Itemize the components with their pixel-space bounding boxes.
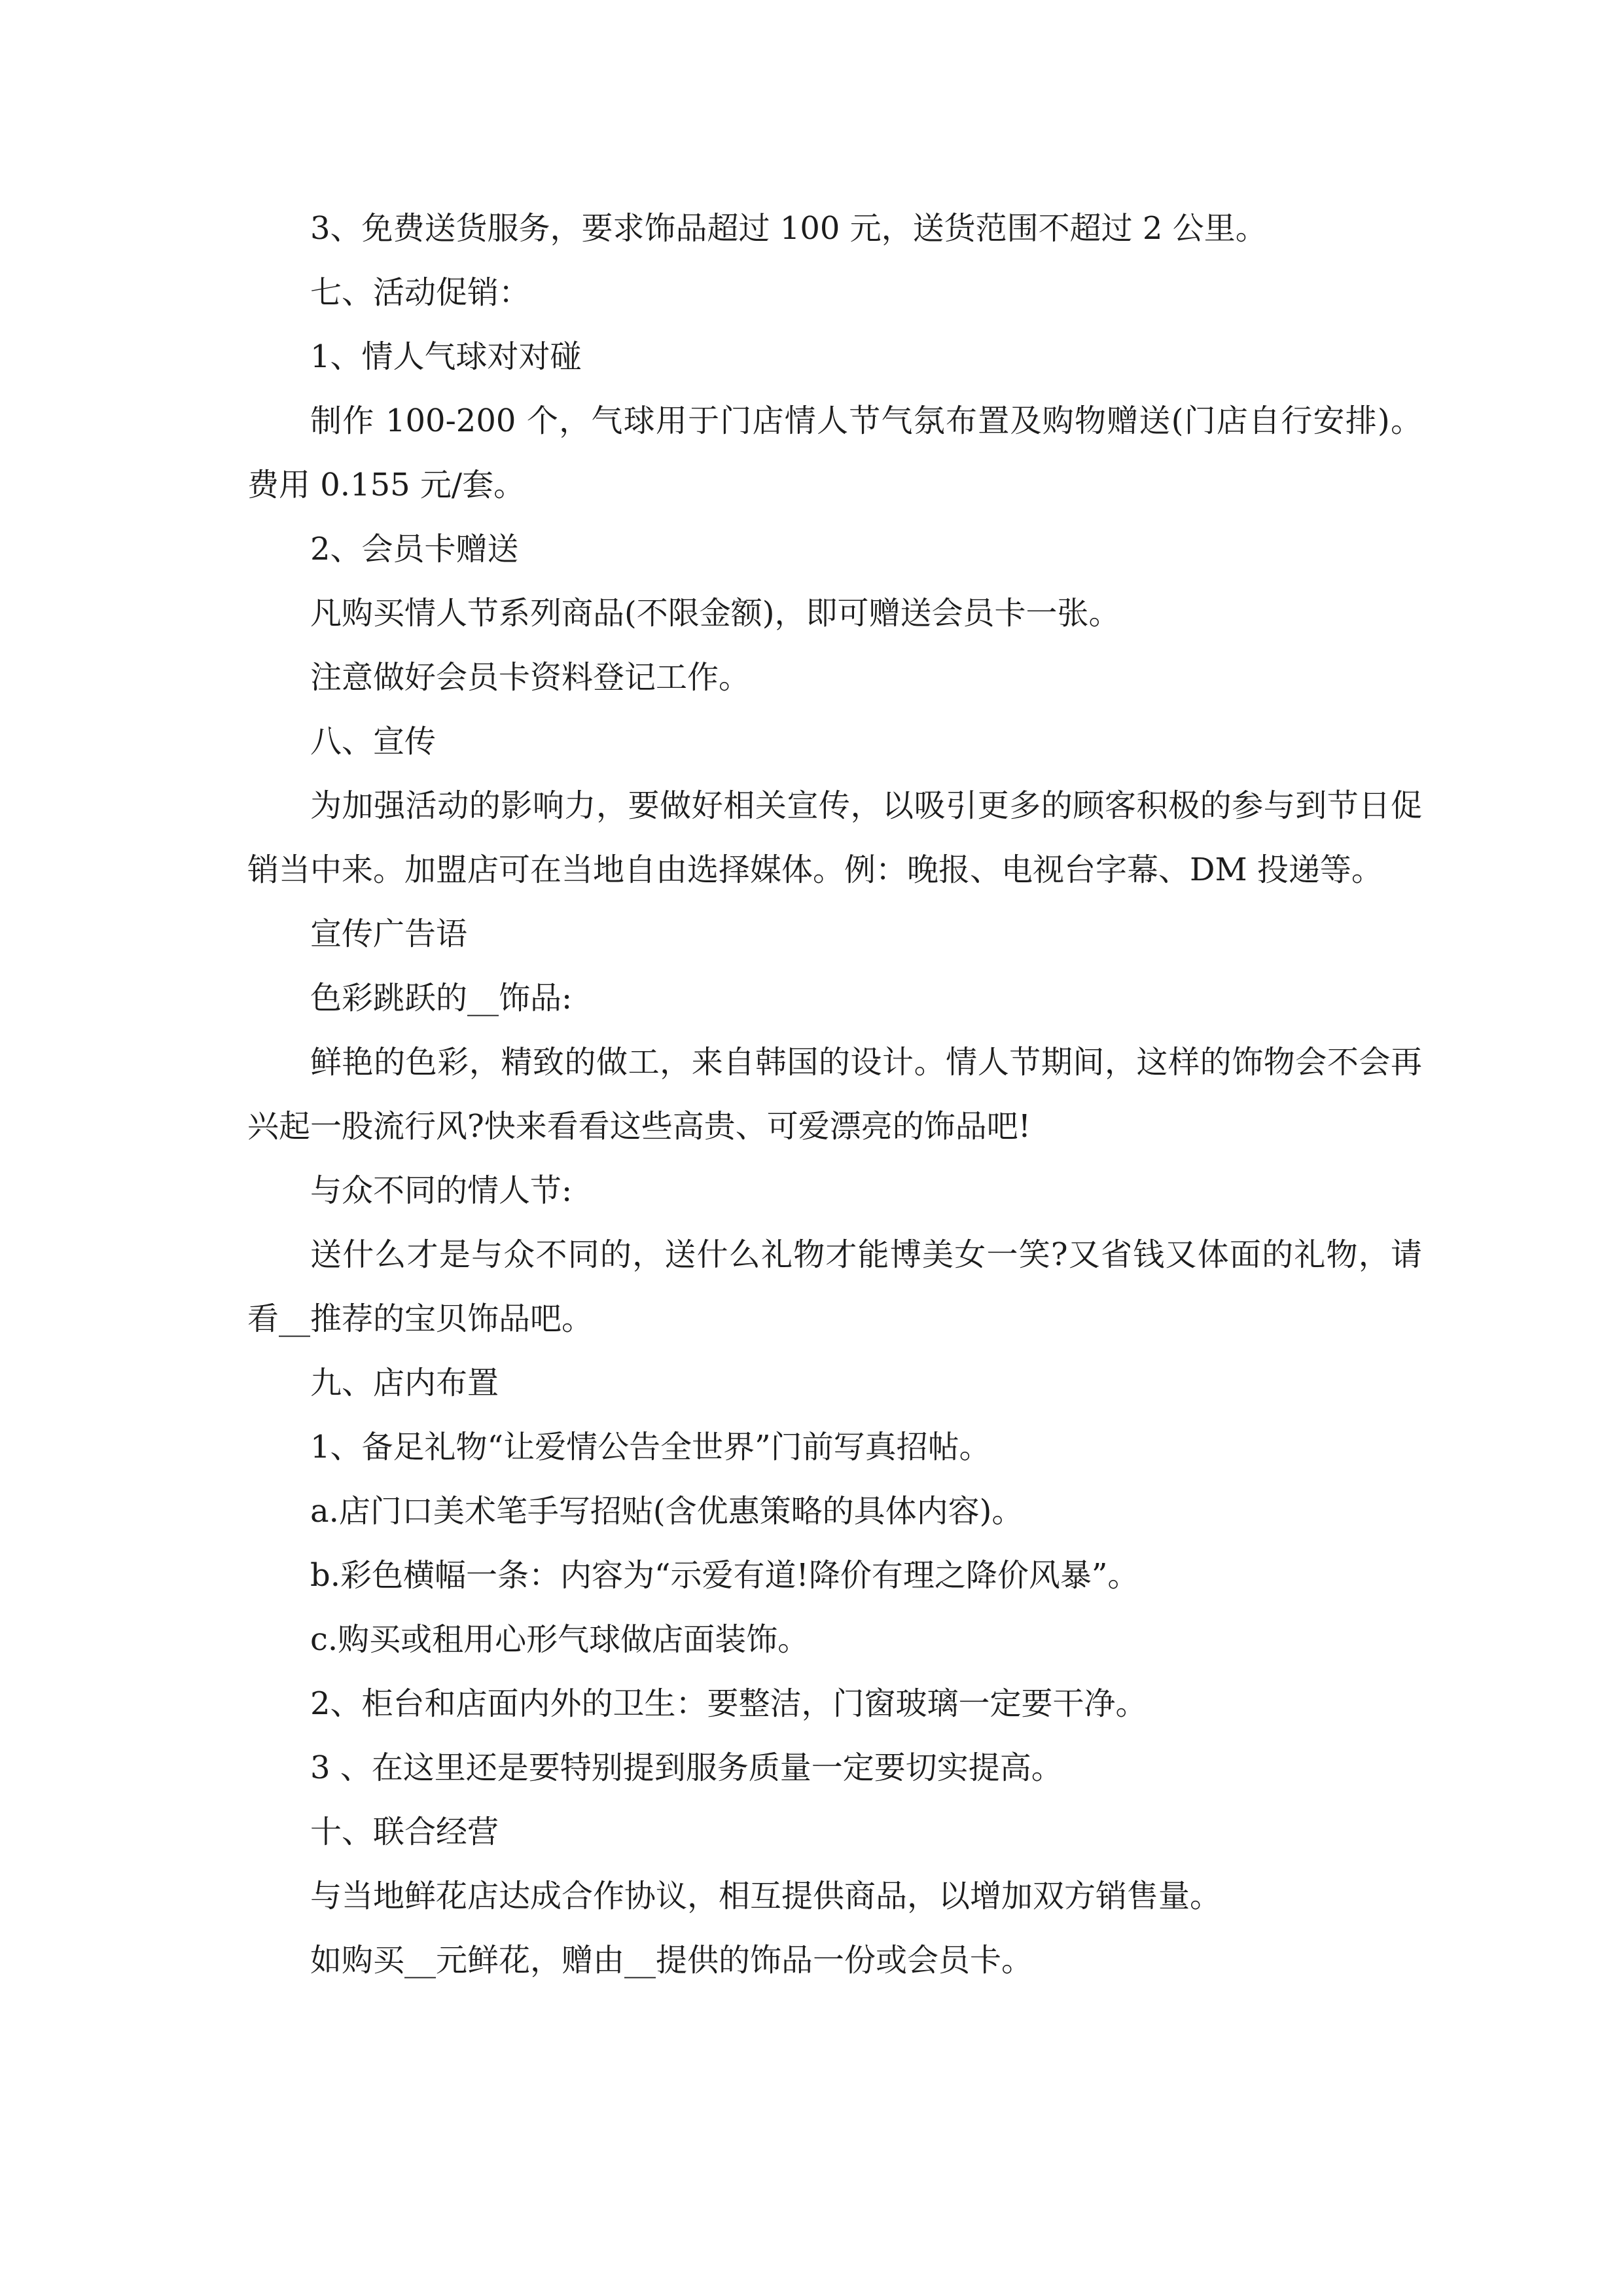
slogan-body-colorful: 鲜艳的色彩，精致的做工，来自韩国的设计。情人节期间，这样的饰物会不会再兴起一股流行风?快来看看这些高贵、可爱漂亮的饰品吧! <box>247 1044 1422 1145</box>
heading-promotion: 七、活动促销： <box>310 274 531 311</box>
layout-item-hygiene: 2、柜台和店面内外的卫生：要整洁，门窗玻璃一定要干净。 <box>310 1685 1147 1722</box>
slogan-title-unique: 与众不同的情人节: <box>310 1172 573 1209</box>
slogan-title-colorful: 色彩跳跃的__饰品: <box>310 980 573 1016</box>
layout-item-service: 3 、在这里还是要特别提到服务质量一定要切实提高。 <box>310 1749 1063 1786</box>
paragraph-balloon: 制作 100-200 个，气球用于门店情人节气氛布置及购物赠送(门店自行安排)。费用 0.155 元/套。 <box>247 403 1422 503</box>
paragraph-member-card: 凡购买情人节系列商品(不限金额)，即可赠送会员卡一张。 <box>310 595 1120 632</box>
document-body <box>247 196 1422 1992</box>
paragraph-publicity: 为加强活动的影响力，要做好相关宣传，以吸引更多的顾客积极的参与到节日促销当中来。加盟店可在当地自由选择媒体。例：晚报、电视台字幕、DM 投递等。 <box>247 787 1422 888</box>
heading-joint-operation: 十、联合经营 <box>310 1814 499 1850</box>
slogan-body-unique: 送什么才是与众不同的，送什么礼物才能博美女一笑?又省钱又体面的礼物，请看__推荐的宝贝饰品吧。 <box>247 1236 1422 1337</box>
paragraph-joint-agreement: 与当地鲜花店达成合作协议，相互提供商品，以增加双方销售量。 <box>310 1878 1222 1914</box>
paragraph-member-note: 注意做好会员卡资料登记工作。 <box>310 659 751 696</box>
layout-item-gifts: 1、备足礼物“让爱情公告全世界”门前写真招帖。 <box>310 1429 991 1465</box>
layout-item-a: a.店门口美术笔手写招贴(含优惠策略的具体内容)。 <box>310 1493 1024 1530</box>
heading-store-layout: 九、店内布置 <box>310 1365 499 1401</box>
subheading-balloon: 1、情人气球对对碰 <box>310 338 582 375</box>
paragraph-joint-offer: 如购买__元鲜花，赠由__提供的饰品一份或会员卡。 <box>310 1942 1033 1979</box>
heading-publicity: 八、宣传 <box>310 723 437 760</box>
layout-item-c: c.购买或租用心形气球做店面装饰。 <box>310 1621 810 1658</box>
paragraph-free-delivery: 3、免费送货服务，要求饰品超过 100 元，送货范围不超过 2 公里。 <box>310 210 1267 247</box>
subheading-member-card: 2、会员卡赠送 <box>310 531 519 567</box>
subheading-slogans: 宣传广告语 <box>310 916 468 952</box>
layout-item-b: b.彩色横幅一条：内容为“示爱有道!降价有理之降价风暴”。 <box>310 1557 1139 1594</box>
